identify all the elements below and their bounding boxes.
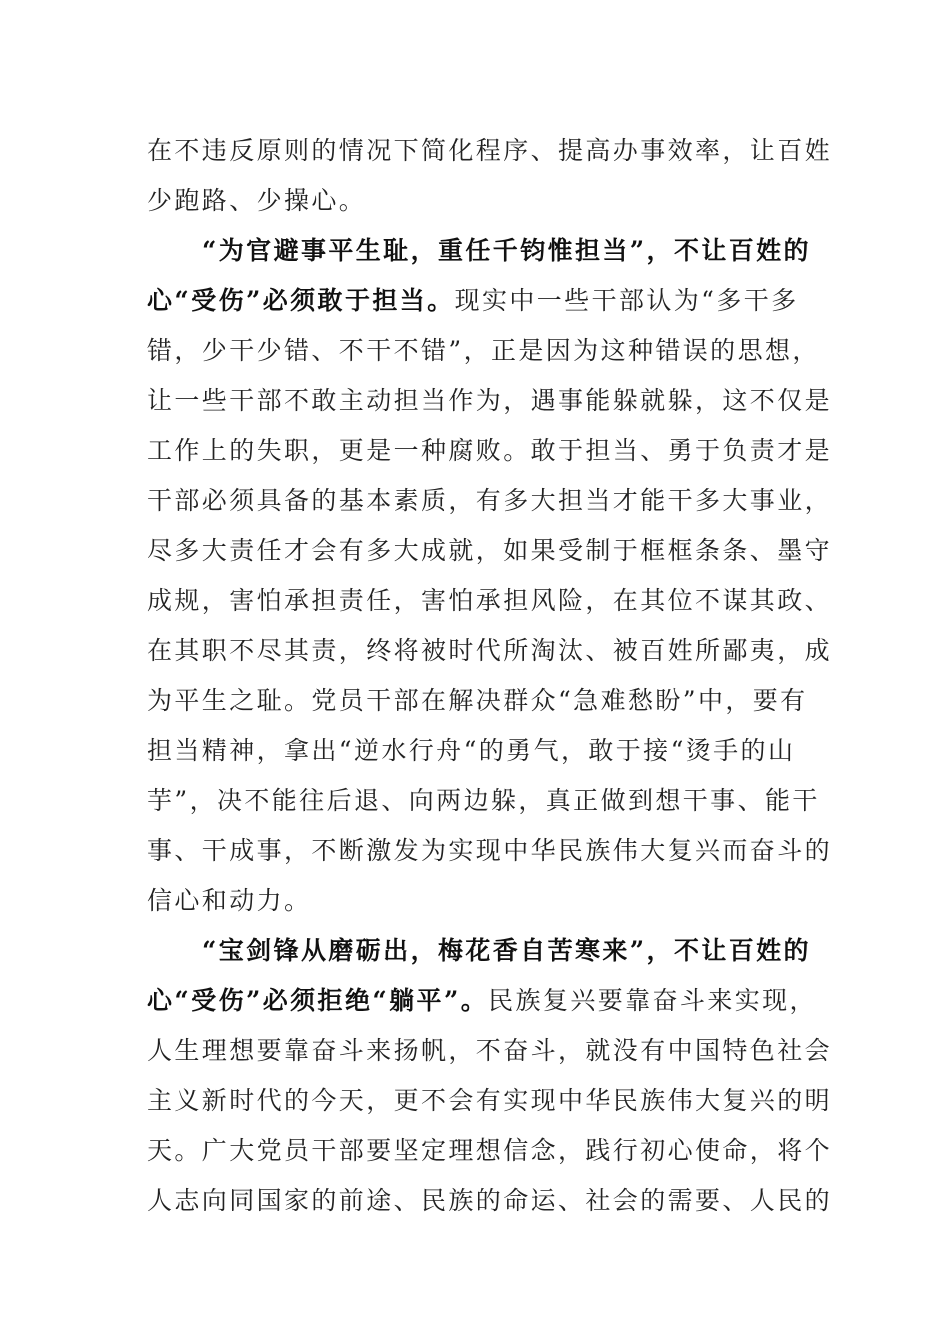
text-line: 信心和动力。 [147,886,312,915]
text-line: 工作上的失职，更是一种腐败。敢于担当、勇于负责才是 [147,436,833,465]
text-line: 为平生之耻。党员干部在解决群众“急难愁盼”中，要有 [147,686,808,715]
text-line: 尽多大责任才会有多大成就，如果受制于框框条条、墨守 [147,536,833,565]
text-line: 在不违反原则的情况下简化程序、提高办事效率，让百姓 [147,136,833,165]
paragraph-1 [147,126,833,226]
text-line: 人生理想要靠奋斗来扬帆，不奋斗，就没有中国特色社会 [147,1036,833,1065]
paragraph-heading: “宝剑锋从磨砺出，梅花香自苦寒来”，不让百姓的 [202,936,811,965]
document-body [147,126,833,1226]
text-run: 现实中一些干部认为“多干多 [454,286,799,315]
paragraph-heading-end: 心“受伤”必须敢于担当。 [147,286,455,315]
text-line: 天。广大党员干部要坚定理想信念，践行初心使命，将个 [147,1136,833,1165]
text-run: 民族复兴要靠奋斗来实现， [488,986,817,1015]
text-line: 事、干成事，不断激发为实现中华民族伟大复兴而奋斗的 [147,836,833,865]
text-line: 成规，害怕承担责任，害怕承担风险，在其位不谋其政、 [147,586,833,615]
text-line: 人志向同国家的前途、民族的命运、社会的需要、人民的 [147,1186,833,1215]
text-line: 让一些干部不敢主动担当作为，遇事能躲就躲，这不仅是 [147,386,833,415]
text-line: 主义新时代的今天，更不会有实现中华民族伟大复兴的明 [147,1086,833,1115]
paragraph-heading: “为官避事平生耻，重任千钧惟担当”，不让百姓的 [202,236,811,265]
text-line [147,276,799,326]
text-line: 干部必须具备的基本素质，有多大担当才能干多大事业， [147,486,833,515]
text-line: 芋”，决不能往后退、向两边躲，真正做到想干事、能干 [147,786,820,815]
text-line: 错，少干少错、不干不错”，正是因为这种错误的思想， [147,336,820,365]
text-line: 担当精神，拿出“逆水行舟“的勇气，敢于接“烫手的山 [147,736,796,765]
text-line: 少跑路、少操心。 [147,186,367,215]
text-line [147,976,817,1026]
paragraph-heading-end: 心“受伤”必须拒绝“躺平”。 [147,986,489,1015]
paragraph-2 [147,226,833,926]
text-line: 在其职不尽其责，终将被时代所淘汰、被百姓所鄙夷，成 [147,636,833,665]
paragraph-3 [147,926,833,1226]
